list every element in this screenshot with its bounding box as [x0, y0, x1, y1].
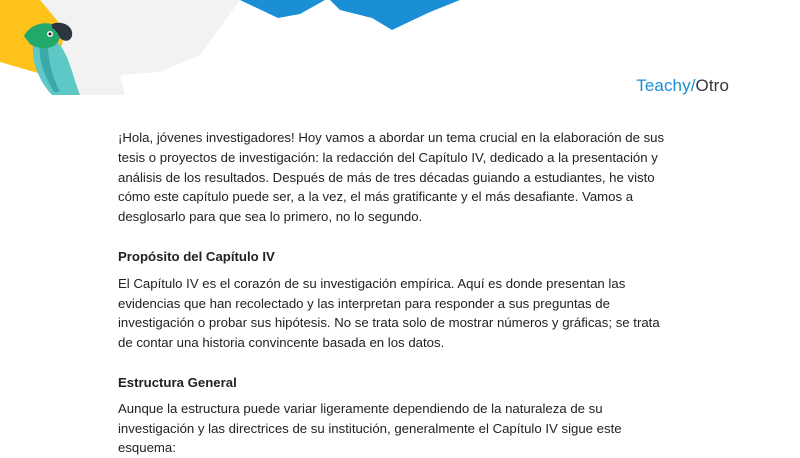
section-heading-purpose: Propósito del Capítulo IV	[118, 248, 275, 264]
brand-separator: /	[690, 76, 696, 95]
structure-paragraph: Aunque la estructura puede variar ligeramente dependiendo de la naturaleza de su investigación y las directrices de su institución, generalmente el Capítulo IV sigue este esquema:	[118, 400, 622, 456]
brand-breadcrumb[interactable]	[636, 76, 729, 96]
intro-paragraph: ¡Hola, jóvenes investigadores! Hoy vamos a abordar un tema crucial en la elaboración de sus tesis o proyectos de investigación: la redacción del Capítulo IV, dedicado a la presentación y análisis de los resultados. Después de más de tres décadas guiando a estudiantes, he visto cómo este capítulo puede ser, a la vez, el más gratificante y el más desafiante. Vamos a desglosarlo para que sea lo primero, no lo segundo.	[118, 130, 665, 225]
purpose-paragraph: El Capítulo IV es el corazón de su investigación empírica. Aquí es donde presentan las evidencias que han recolectado y las interpretan para responder a sus preguntas de investigación o probar sus hipótesis. No se trata solo de mostrar números y gráficas; se trata de contar una historia convincente basada en los datos.	[118, 275, 660, 351]
document-body	[118, 128, 674, 458]
blue-top-shape-2	[330, 0, 460, 30]
brand-name[interactable]: Teachy	[636, 76, 691, 95]
brand-category[interactable]: Otro	[695, 76, 729, 95]
blue-top-shape	[240, 0, 325, 18]
section-heading-structure: Estructura General	[118, 374, 237, 390]
